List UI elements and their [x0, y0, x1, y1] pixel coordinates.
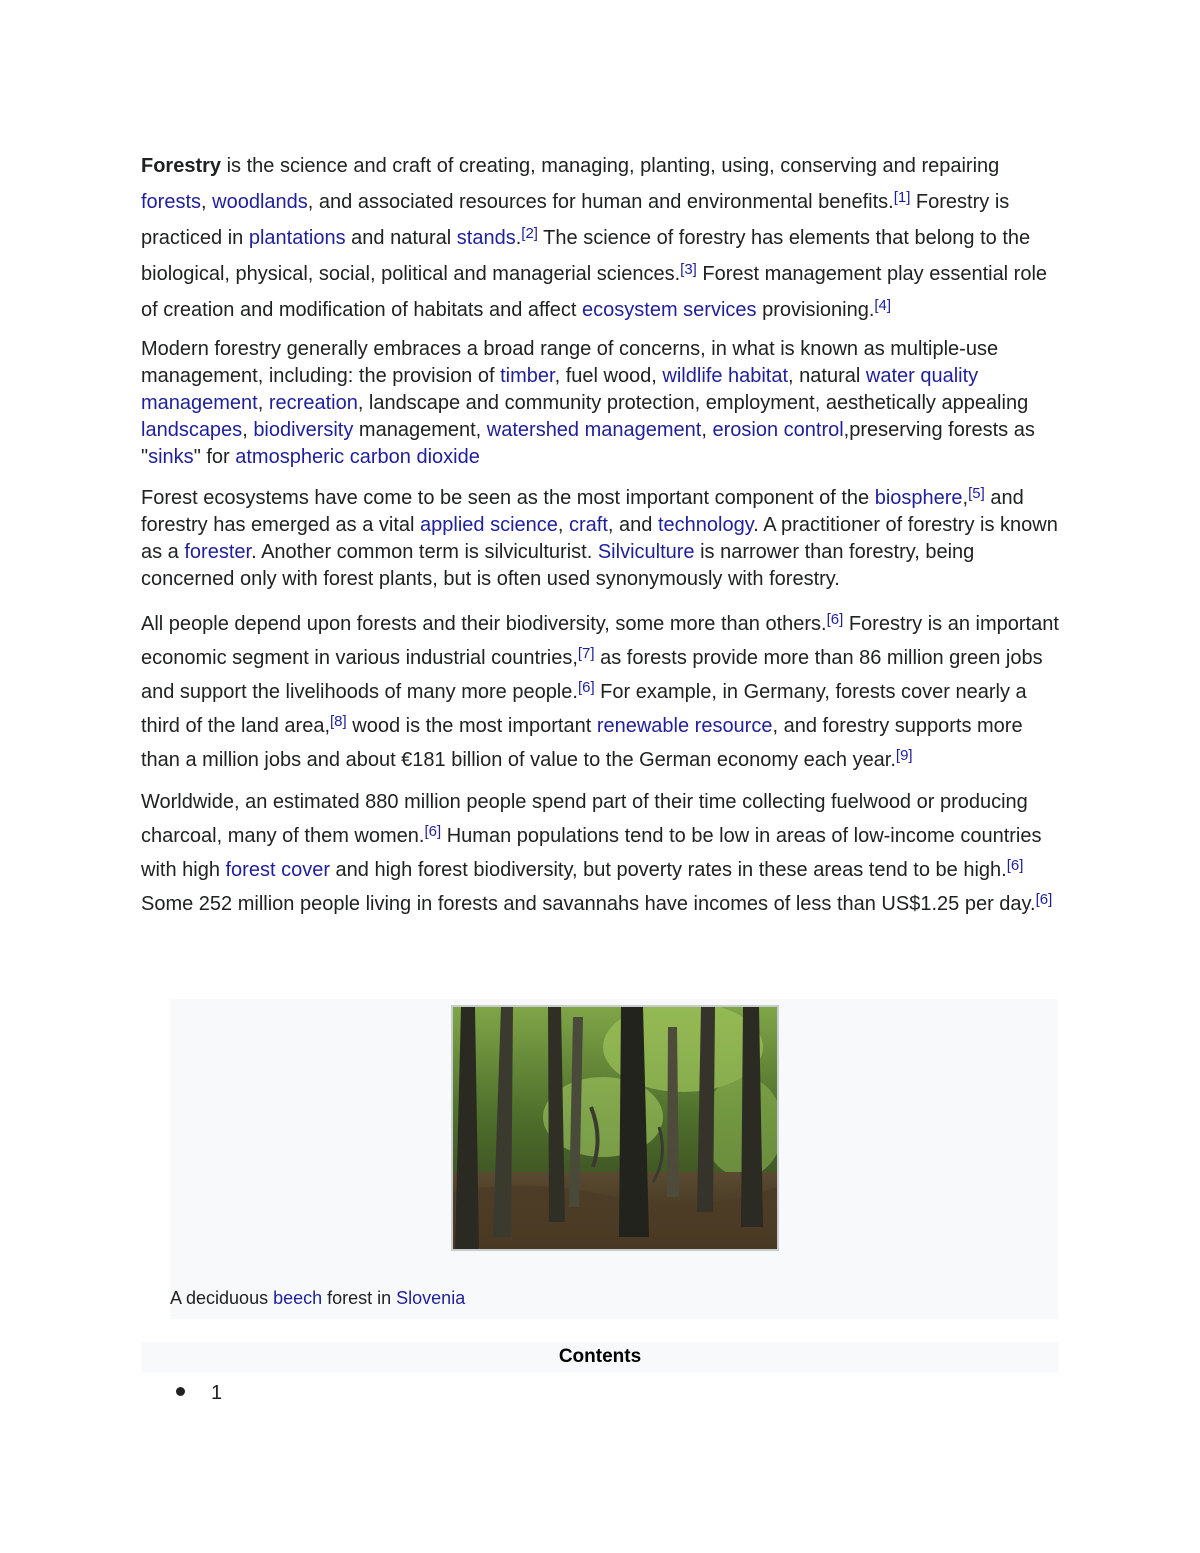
article-subject: Forestry [141, 155, 222, 177]
citation-9[interactable]: [9] [895, 747, 913, 764]
link-atmospheric-carbon-dioxide[interactable]: atmospheric carbon dioxide [235, 446, 480, 468]
link-erosion-control[interactable]: erosion control [712, 419, 844, 441]
link-wildlife-habitat[interactable]: wildlife habitat [662, 365, 789, 387]
citation-5[interactable]: [5] [968, 485, 985, 502]
toc-title: Contents [141, 1342, 1059, 1373]
link-woodlands[interactable]: woodlands [212, 191, 308, 213]
citation-6[interactable]: [6] [826, 611, 844, 628]
paragraph-modern-forestry: Modern forestry generally embraces a broad range of concerns, in what is known as multiple-use management, including: the provision of timber, fuel wood, wildlife habitat, natural water quality management, recreation, landscape and community protection, employment, aesthetically appealing landscapes, biodiversity management, watershed management, erosion control,preserving forests as "sinks" for atmospheric carbon dioxide [141, 338, 1035, 468]
citation-6[interactable]: [6] [424, 823, 442, 840]
beech-forest-image[interactable] [451, 1005, 779, 1251]
citation-2[interactable]: [2] [521, 225, 538, 242]
link-forest-cover[interactable]: forest cover [225, 859, 330, 881]
link-water-quality-management[interactable]: water quality management [141, 365, 979, 414]
link-landscapes[interactable]: landscapes [141, 419, 243, 441]
citation-8[interactable]: [8] [330, 713, 347, 730]
link-silviculture[interactable]: Silviculture [597, 541, 695, 563]
paragraph-economy: All people depend upon forests and their biodiversity, some more than others.[6] Forestry is an important economic segment in various industrial countries,[7] as forests provide more than 86 million green jobs and support the livelihoods of many more people.[6] For example, in Germany, forests cover nearly a third of the land area,[8] wood is the most important renewable resource, and forestry supports more than a million jobs and about €181 billion of value to the German economy each year.[9] [141, 611, 1059, 771]
link-technology[interactable]: technology [657, 514, 754, 536]
citation-6[interactable]: [6] [577, 679, 595, 696]
citation-6[interactable]: [6] [1035, 891, 1053, 908]
paragraph-worldwide: Worldwide, an estimated 880 million people spend part of their time collecting fuelwood or producing charcoal, many of them women.[6] Human populations tend to be low in areas of low-income countries with high forest cover and high forest biodiversity, but poverty rates in these areas tend to be high.[6] Some 252 million people living in forests and savannahs have incomes of less than US$1.25 per day.[6] [141, 791, 1053, 915]
paragraph-ecosystems: Forest ecosystems have come to be seen as the most important component of the biosphere,[5] and forestry has emerged as a vital applied science, craft, and technology. A practitioner of forestry is known as a forester. Another common term is silviculturist. Silviculture is narrower than forestry, being concerned only with forest plants, but is often used synonymously with forestry. [141, 485, 1058, 590]
toc-item[interactable] [176, 1380, 222, 1406]
citation-7[interactable]: [7] [577, 645, 595, 662]
link-applied-science[interactable]: applied science [420, 514, 558, 536]
forest-photo-illustration [453, 1007, 777, 1249]
citation-3[interactable]: [3] [680, 261, 697, 278]
link-ecosystem-services[interactable]: ecosystem services [582, 299, 757, 321]
link-biodiversity[interactable]: biodiversity [253, 419, 354, 441]
link-timber[interactable]: timber [500, 365, 555, 387]
link-sinks[interactable]: sinks [148, 446, 194, 468]
link-craft[interactable]: craft [569, 514, 608, 536]
link-forests[interactable]: forests [141, 191, 202, 213]
citation-4[interactable]: [4] [874, 297, 892, 314]
figure-caption: A deciduous beech forest in Slovenia [170, 1288, 466, 1308]
link-forester[interactable]: forester [184, 541, 252, 563]
bullet-icon [176, 1387, 185, 1396]
link-stands[interactable]: stands [456, 227, 516, 249]
link-watershed-management[interactable]: watershed management [486, 419, 702, 441]
link-plantations[interactable]: plantations [248, 227, 346, 249]
toc-item-label: 1 [211, 1382, 223, 1404]
link-recreation[interactable]: recreation [268, 392, 358, 414]
link-biosphere[interactable]: biosphere [874, 487, 963, 509]
link-slovenia[interactable]: Slovenia [396, 1288, 466, 1308]
link-beech[interactable]: beech [273, 1288, 323, 1308]
citation-6[interactable]: [6] [1006, 857, 1024, 874]
figure-box [170, 999, 1058, 1319]
paragraph-intro: Forestry is the science and craft of creating, managing, planting, using, conserving and repairing forests, woodlands, and associated resources for human and environmental benefits.[1] Forestry is practiced in plantations and natural stands.[2] The science of forestry has elements that belong to the biological, physical, social, political and managerial sciences.[3] Forest management play essential role of creation and modification of habitats and affect ecosystem services provisioning.[4] [141, 155, 1048, 321]
article-body [141, 148, 1059, 929]
citation-1[interactable]: [1] [893, 189, 911, 206]
link-renewable-resource[interactable]: renewable resource [596, 715, 773, 737]
